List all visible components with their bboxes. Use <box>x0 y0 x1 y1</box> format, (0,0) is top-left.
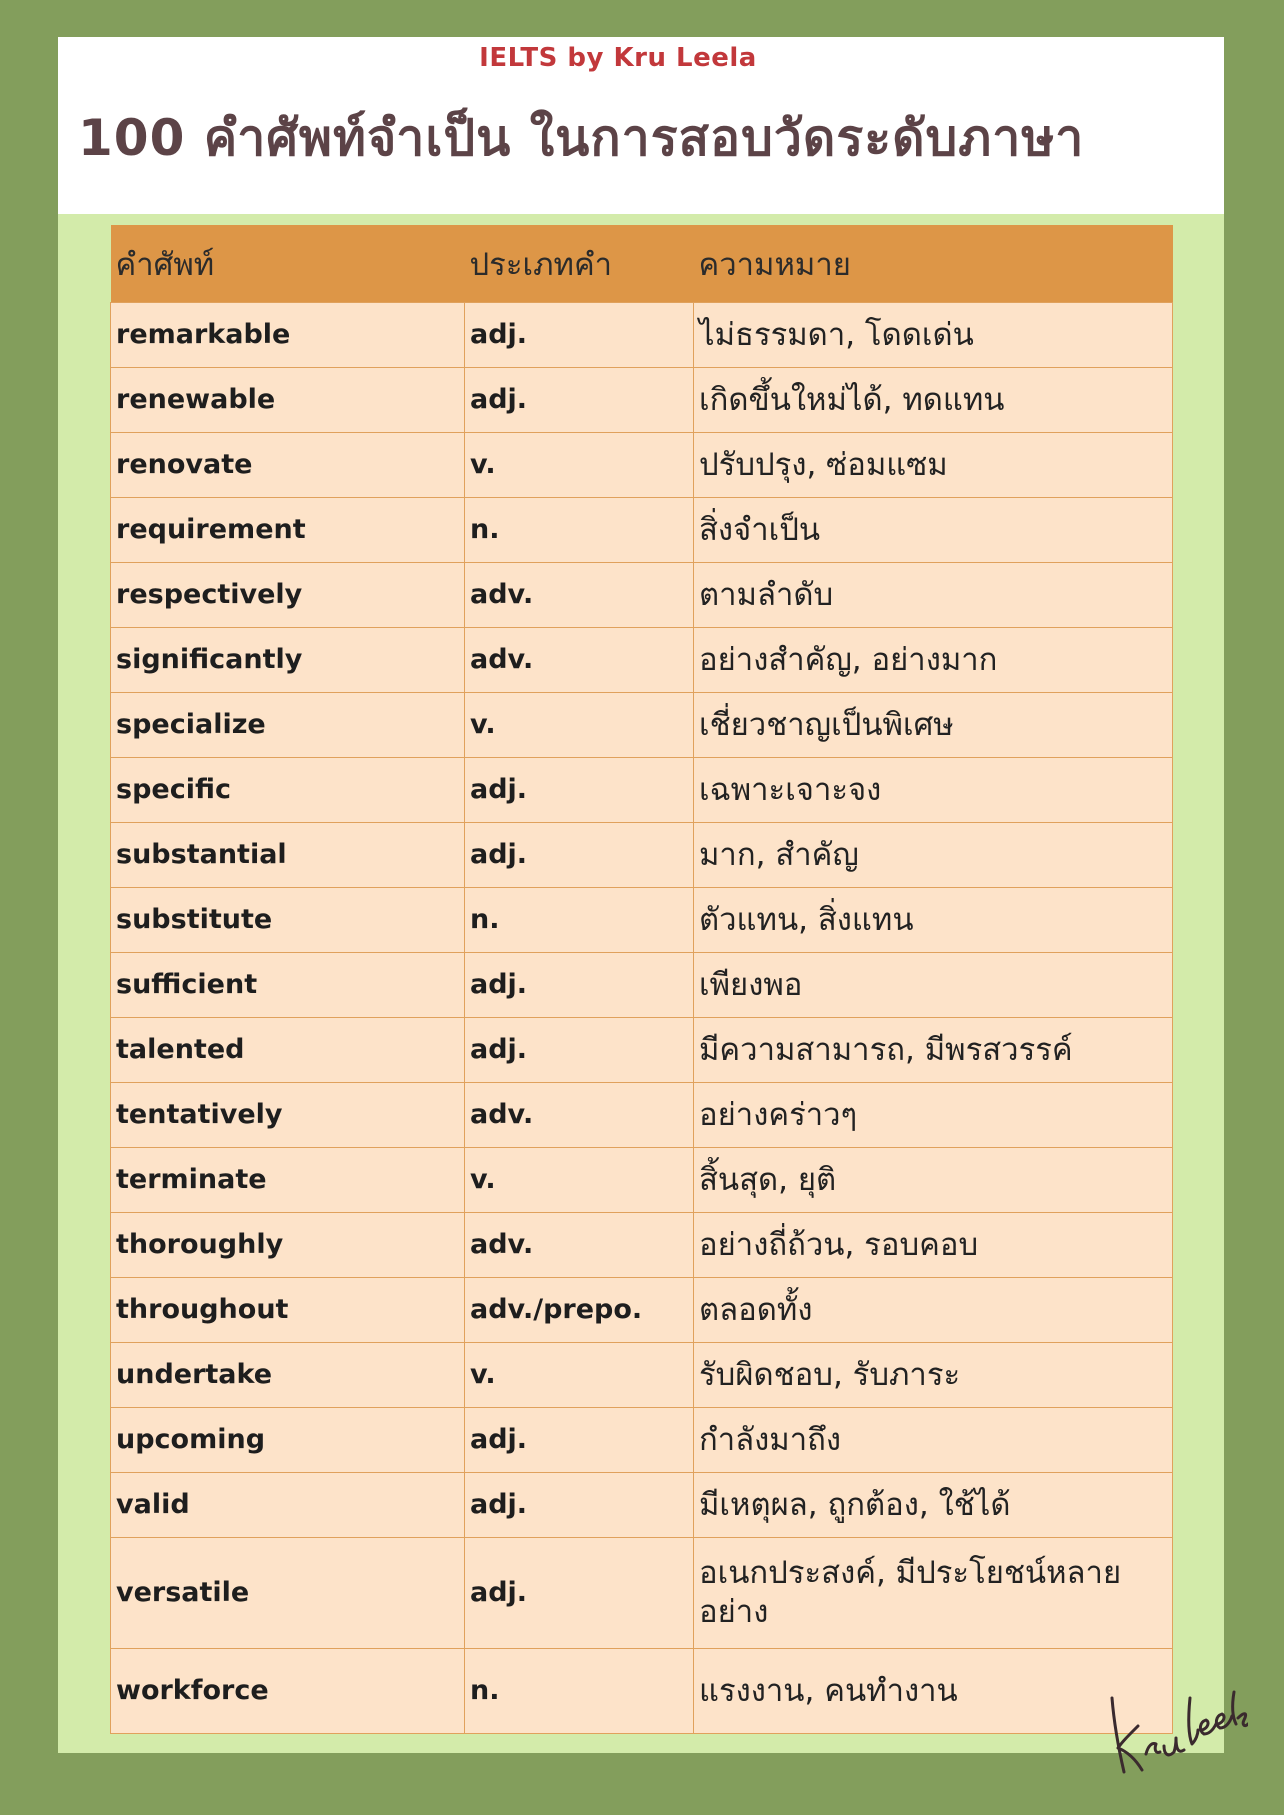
table-header-row <box>111 225 1173 303</box>
table-row <box>111 433 1173 498</box>
word-cell: sufficient <box>111 953 465 1018</box>
word-cell: renewable <box>111 368 465 433</box>
table-row <box>111 368 1173 433</box>
table-row <box>111 1278 1173 1343</box>
word-cell: substantial <box>111 823 465 888</box>
column-header-part-of-speech: ประเภทคำ <box>465 225 694 303</box>
word-cell: workforce <box>111 1649 465 1734</box>
vocabulary-table <box>110 225 1173 1734</box>
column-header-meaning: ความหมาย <box>694 225 1173 303</box>
table-row <box>111 1538 1173 1649</box>
part-of-speech-cell: v. <box>465 1148 694 1213</box>
word-cell: substitute <box>111 888 465 953</box>
table-row <box>111 823 1173 888</box>
word-cell: requirement <box>111 498 465 563</box>
table-row <box>111 953 1173 1018</box>
meaning-cell: สิ่งจำเป็น <box>694 498 1173 563</box>
meaning-cell: มีความสามารถ, มีพรสวรรค์ <box>694 1018 1173 1083</box>
part-of-speech-cell: adv. <box>465 628 694 693</box>
table-row <box>111 1083 1173 1148</box>
table-row <box>111 1148 1173 1213</box>
brand-label: IELTS by Kru Leela <box>479 43 757 73</box>
part-of-speech-cell: adj. <box>465 368 694 433</box>
part-of-speech-cell: v. <box>465 433 694 498</box>
word-cell: significantly <box>111 628 465 693</box>
table-row <box>111 758 1173 823</box>
word-cell: thoroughly <box>111 1213 465 1278</box>
part-of-speech-cell: adv./prepo. <box>465 1278 694 1343</box>
table-row <box>111 303 1173 368</box>
word-cell: remarkable <box>111 303 465 368</box>
meaning-cell: สิ้นสุด, ยุติ <box>694 1148 1173 1213</box>
column-header-word: คำศัพท์ <box>111 225 465 303</box>
word-cell: valid <box>111 1473 465 1538</box>
meaning-cell: อย่างสำคัญ, อย่างมาก <box>694 628 1173 693</box>
table-row <box>111 1018 1173 1083</box>
part-of-speech-cell: v. <box>465 693 694 758</box>
part-of-speech-cell: adj. <box>465 823 694 888</box>
part-of-speech-cell: adv. <box>465 563 694 628</box>
meaning-cell: มาก, สำคัญ <box>694 823 1173 888</box>
word-cell: specialize <box>111 693 465 758</box>
part-of-speech-cell: adj. <box>465 1538 694 1649</box>
part-of-speech-cell: adv. <box>465 1083 694 1148</box>
part-of-speech-cell: adj. <box>465 303 694 368</box>
meaning-cell: ตัวแทน, สิ่งแทน <box>694 888 1173 953</box>
part-of-speech-cell: adj. <box>465 758 694 823</box>
table-row <box>111 888 1173 953</box>
table-row <box>111 693 1173 758</box>
table-row <box>111 1343 1173 1408</box>
word-cell: throughout <box>111 1278 465 1343</box>
part-of-speech-cell: adj. <box>465 1408 694 1473</box>
part-of-speech-cell: adj. <box>465 953 694 1018</box>
word-cell: specific <box>111 758 465 823</box>
part-of-speech-cell: adv. <box>465 1213 694 1278</box>
meaning-cell: มีเหตุผล, ถูกต้อง, ใช้ได้ <box>694 1473 1173 1538</box>
part-of-speech-cell: adj. <box>465 1018 694 1083</box>
table-row <box>111 1473 1173 1538</box>
part-of-speech-cell: v. <box>465 1343 694 1408</box>
word-cell: talented <box>111 1018 465 1083</box>
poster-card <box>58 37 1224 1753</box>
meaning-cell: ปรับปรุง, ซ่อมแซม <box>694 433 1173 498</box>
meaning-cell: เพียงพอ <box>694 953 1173 1018</box>
part-of-speech-cell: n. <box>465 498 694 563</box>
word-cell: undertake <box>111 1343 465 1408</box>
poster-title: 100 คำศัพท์จำเป็น ในการสอบวัดระดับภาษา <box>78 109 1085 167</box>
word-cell: upcoming <box>111 1408 465 1473</box>
meaning-cell: รับผิดชอบ, รับภาระ <box>694 1343 1173 1408</box>
table-row <box>111 498 1173 563</box>
part-of-speech-cell: n. <box>465 1649 694 1734</box>
table-row <box>111 563 1173 628</box>
meaning-cell: เฉพาะเจาะจง <box>694 758 1173 823</box>
table-row <box>111 1408 1173 1473</box>
meaning-cell: อเนกประสงค์, มีประโยชน์หลายอย่าง <box>694 1538 1173 1649</box>
meaning-cell: ไม่ธรรมดา, โดดเด่น <box>694 303 1173 368</box>
word-cell: renovate <box>111 433 465 498</box>
meaning-cell: ตามลำดับ <box>694 563 1173 628</box>
table-row <box>111 1649 1173 1734</box>
meaning-cell: แรงงาน, คนทำงาน <box>694 1649 1173 1734</box>
table-row <box>111 1213 1173 1278</box>
meaning-cell: อย่างคร่าวๆ <box>694 1083 1173 1148</box>
table-row <box>111 628 1173 693</box>
word-cell: terminate <box>111 1148 465 1213</box>
word-cell: versatile <box>111 1538 465 1649</box>
handwritten-signature <box>1098 1668 1248 1778</box>
meaning-cell: เกิดขึ้นใหม่ได้, ทดแทน <box>694 368 1173 433</box>
part-of-speech-cell: n. <box>465 888 694 953</box>
meaning-cell: กำลังมาถึง <box>694 1408 1173 1473</box>
meaning-cell: เชี่ยวชาญเป็นพิเศษ <box>694 693 1173 758</box>
poster-header <box>58 37 1224 214</box>
meaning-cell: อย่างถี่ถ้วน, รอบคอบ <box>694 1213 1173 1278</box>
word-cell: respectively <box>111 563 465 628</box>
part-of-speech-cell: adj. <box>465 1473 694 1538</box>
word-cell: tentatively <box>111 1083 465 1148</box>
meaning-cell: ตลอดทั้ง <box>694 1278 1173 1343</box>
